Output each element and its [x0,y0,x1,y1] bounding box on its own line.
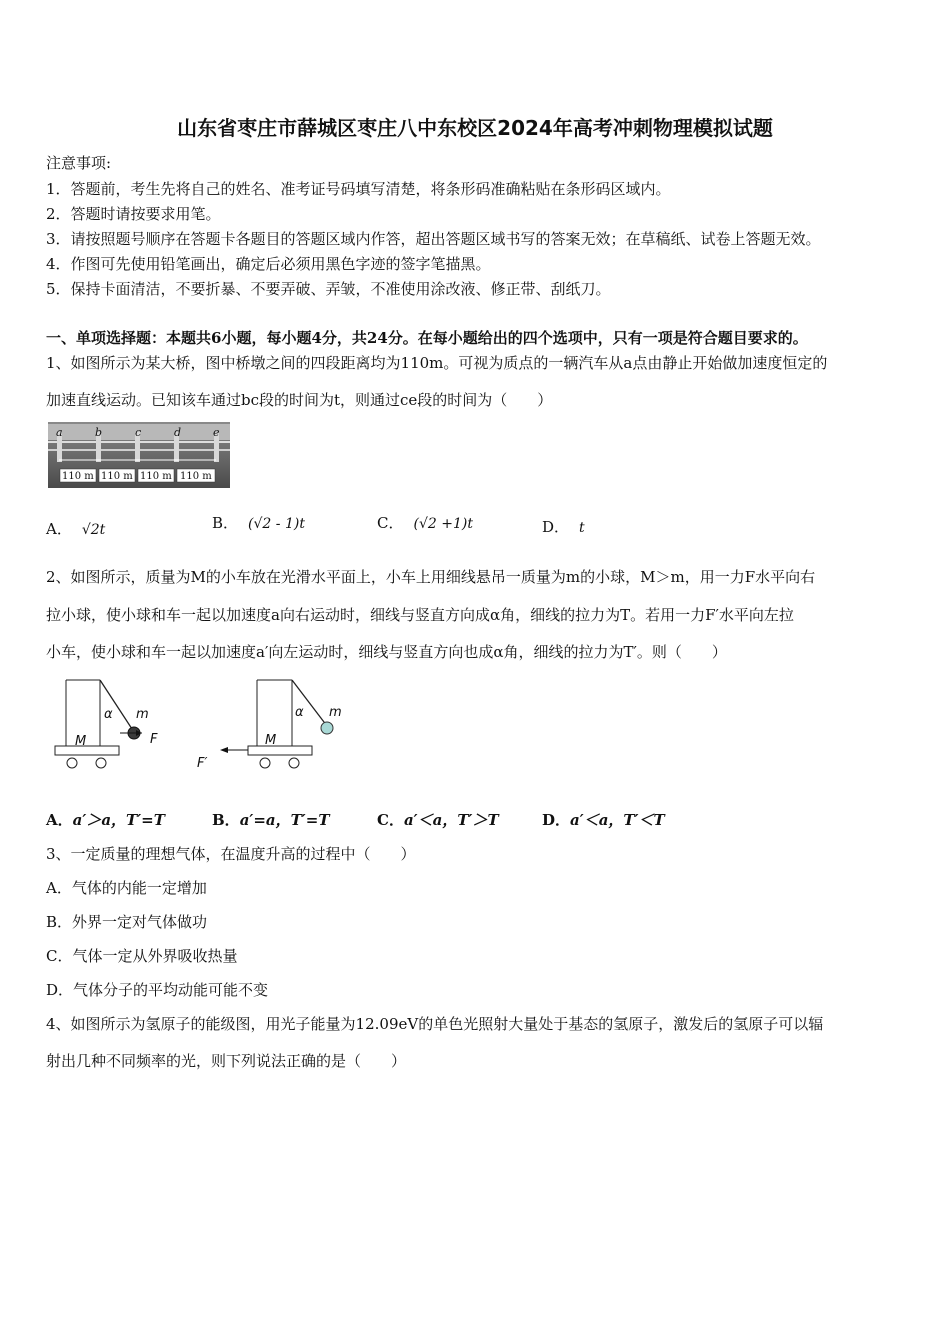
page-title: 山东省枣庄市薛城区枣庄八中东校区2024年高考冲刺物理模拟试题 [177,116,773,140]
option-label: C． [377,514,404,532]
notice-item: 3．请按照题号顺序在答题卡各题目的答题区域内作答，超出答题区域书写的答案无效；在草稿纸、试卷上答题无效。 [46,230,821,248]
bridge-figure [48,422,230,488]
force-label: F′ [197,756,208,771]
cart-figure-2 [195,674,355,774]
option-label: B． [212,514,239,532]
bridge-span-label: 110 m [180,471,212,482]
bridge-point-label: d [174,426,182,439]
option-text: a′=a，T′=T [239,811,330,829]
q1-option-b [212,512,305,533]
notice-heading: 注意事项: [46,154,112,172]
q3-stem: 3、一定质量的理想气体，在温度升高的过程中（ ） [46,845,416,863]
alpha-label: α [295,705,304,720]
bridge-point-label: e [213,426,220,439]
q1-option-d [542,516,585,537]
bridge-span-label: 110 m [101,471,133,482]
bridge-span-label: 110 m [62,471,94,482]
q3-option-c: C．气体一定从外界吸收热量 [46,947,238,965]
alpha-label: α [104,707,113,722]
notice-item: 2．答题时请按要求用笔。 [46,205,221,223]
q3-option-d: D．气体分子的平均动能可能不变 [46,981,269,999]
cart-mass-label: M [75,734,87,749]
section-heading: 一、单项选择题：本题共6小题，每小题4分，共24分。在每小题给出的四个选项中，只有一项是符合题目要求的。 [46,329,808,347]
cart-figure-1 [50,674,170,774]
option-label: B． [212,811,240,829]
q2-option-c [377,809,499,830]
option-label: A． [46,520,72,538]
option-text: a′＜a，T′＞T [403,811,499,829]
option-label: D． [542,811,571,829]
option-label: C． [377,811,404,829]
ball-mass-label: m [329,705,342,720]
option-label: A． [46,811,73,829]
notice-item: 5．保持卡面清洁，不要折暴、不要弄破、弄皱，不准使用涂改液、修正带、刮纸刀。 [46,280,611,298]
q2-stem-line2: 拉小球，使小球和车一起以加速度a向右运动时，细线与竖直方向成α角，细线的拉力为T。若用一力F′水平向左拉 [46,606,794,624]
q1-option-c [377,512,473,533]
q4-stem-line1: 4、如图所示为氢原子的能级图，用光子能量为12.09eV的单色光照射大量处于基态的氢原子，激发后的氢原子可以辐 [46,1015,824,1033]
q2-stem-line1: 2、如图所示，质量为M的小车放在光滑水平面上，小车上用细线悬吊一质量为m的小球，M＞m，用一力F水平向右 [46,568,816,586]
q1-stem-line1: 1、如图所示为某大桥，图中桥墩之间的四段距离均为110m。可视为质点的一辆汽车从a点由静止开始做加速度恒定的 [46,354,828,372]
option-expr: t [579,520,585,536]
q2-option-b [212,809,330,830]
option-text: a′＜a，T′＜T [570,811,665,829]
q3-option-a: A．气体的内能一定增加 [46,879,207,897]
q1-option-a [46,518,105,539]
force-label: F [150,732,158,747]
option-label: D． [542,518,570,536]
cart-mass-label: M [265,733,277,748]
q3-option-b: B．外界一定对气体做功 [46,913,208,931]
notice-item: 1．答题前，考生先将自己的姓名、准考证号码填写清楚，将条形码准确粘贴在条形码区域内。 [46,180,671,198]
q2-option-a [46,809,165,830]
q2-option-d [542,809,665,830]
q4-stem-line2: 射出几种不同频率的光，则下列说法正确的是（ ） [46,1052,407,1070]
bridge-point-label: a [56,426,63,439]
ball-mass-label: m [136,707,149,722]
option-text: a′＞a，T′=T [72,811,165,829]
q1-stem-line2: 加速直线运动。已知该车通过bc段的时间为t，则通过ce段的时间为（ ） [46,391,553,409]
q2-stem-line3: 小车，使小球和车一起以加速度a′向左运动时，细线与竖直方向也成α角，细线的拉力为T′。则（ ） [46,643,727,661]
notice-item: 4．作图可先使用铅笔画出，确定后必须用黑色字迹的签字笔描黑。 [46,255,491,273]
option-expr: √2t [81,522,106,538]
bridge-point-label: c [135,426,142,439]
option-expr: (√2 +1)t [413,516,473,532]
bridge-point-label: b [95,426,103,439]
bridge-span-label: 110 m [140,471,172,482]
option-expr: (√2 - 1)t [248,516,305,532]
